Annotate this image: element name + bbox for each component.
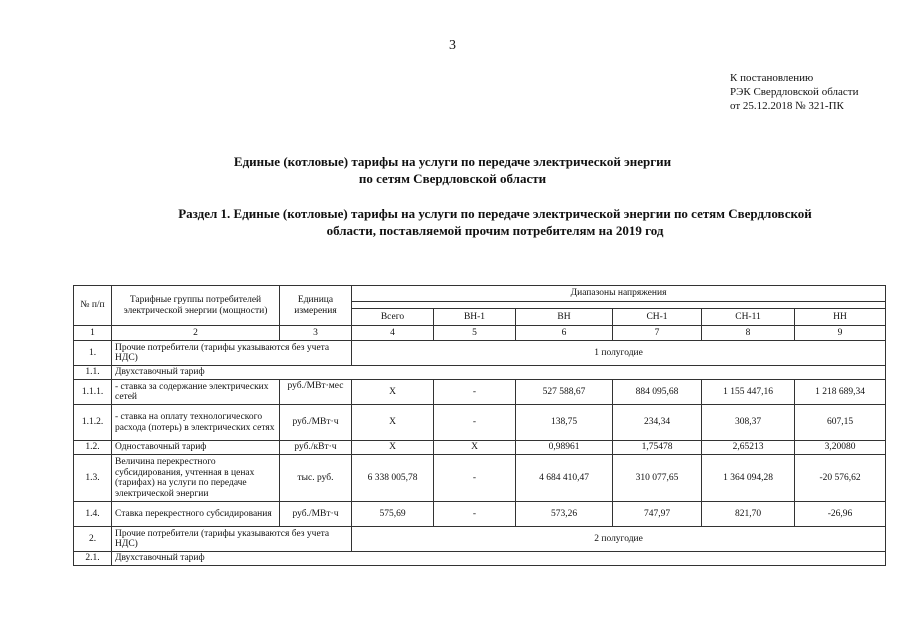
header-row-1 — [74, 286, 886, 302]
value-cell: 308,37 — [702, 405, 795, 441]
row-unit: руб./кВт·ч — [280, 441, 352, 455]
table-row — [74, 341, 886, 366]
index-cell: 2 — [112, 326, 280, 341]
value-cell: 1,75478 — [613, 441, 702, 455]
row-name: Прочие потребители (тарифы указываются без учета НДС) — [112, 527, 352, 552]
table-row — [74, 552, 886, 566]
header-groups: Тарифные группы потребителей электрической энергии (мощности) — [112, 286, 280, 326]
section-title-line-1: Раздел 1. Единые (котловые) тарифы на услуги по передаче электрической энергии по сетям Свердловской — [178, 206, 812, 221]
header-col-nn: НН — [795, 309, 886, 326]
table-row — [74, 527, 886, 552]
index-cell: 1 — [74, 326, 112, 341]
value-cell: Х — [352, 405, 434, 441]
row-num: 1.1.1. — [74, 380, 112, 405]
row-name: Величина перекрестного субсидирования, учтенная в ценах (тарифах) на услуги по передаче электрической энергии — [112, 455, 280, 502]
value-cell: 3,20080 — [795, 441, 886, 455]
value-cell: 2,65213 — [702, 441, 795, 455]
row-num: 1.4. — [74, 502, 112, 527]
row-name: Прочие потребители (тарифы указываются без учета НДС) — [112, 341, 352, 366]
period-label: 2 полугодие — [352, 527, 886, 552]
period-label: 1 полугодие — [352, 341, 886, 366]
value-cell: 138,75 — [516, 405, 613, 441]
value-cell: 4 684 410,47 — [516, 455, 613, 502]
value-cell: 573,26 — [516, 502, 613, 527]
row-unit: руб./МВт·ч — [280, 502, 352, 527]
value-cell: - — [434, 405, 516, 441]
row-name: Двухставочный тариф — [112, 366, 886, 380]
table-row — [74, 405, 886, 441]
value-cell: 310 077,65 — [613, 455, 702, 502]
value-cell: -26,96 — [795, 502, 886, 527]
index-cell: 8 — [702, 326, 795, 341]
document-title-line-2: по сетям Свердловской области — [358, 171, 547, 186]
value-cell: 6 338 005,78 — [352, 455, 434, 502]
index-row — [74, 326, 886, 341]
section-title — [110, 205, 880, 239]
header-ranges: Диапазоны напряжения — [352, 286, 886, 302]
value-cell: -20 576,62 — [795, 455, 886, 502]
header-col-vn: ВН — [516, 309, 613, 326]
value-cell: - — [434, 455, 516, 502]
row-num: 1.3. — [74, 455, 112, 502]
row-name: Одноставочный тариф — [112, 441, 280, 455]
row-unit: руб./МВт·мес — [280, 380, 352, 405]
tariff-table — [73, 285, 886, 566]
value-cell: - — [434, 502, 516, 527]
value-cell: 1 218 689,34 — [795, 380, 886, 405]
row-num: 1.1.2. — [74, 405, 112, 441]
table-row — [74, 366, 886, 380]
index-cell: 3 — [280, 326, 352, 341]
header-unit: Единица измерения — [280, 286, 352, 326]
value-cell: 607,15 — [795, 405, 886, 441]
row-num: 1. — [74, 341, 112, 366]
value-cell: Х — [352, 380, 434, 405]
value-cell: 527 588,67 — [516, 380, 613, 405]
header-num: № п/п — [74, 286, 112, 326]
approval-line-1: К постановлению — [730, 72, 814, 84]
header-col-sn11: СН-11 — [702, 309, 795, 326]
row-num: 1.2. — [74, 441, 112, 455]
row-num: 2.1. — [74, 552, 112, 566]
approval-line-3: от 25.12.2018 № 321-ПК — [730, 100, 844, 112]
value-cell: 234,34 — [613, 405, 702, 441]
row-num: 1.1. — [74, 366, 112, 380]
header-col-vn1: ВН-1 — [434, 309, 516, 326]
header-spacer — [352, 302, 886, 309]
row-unit: тыс. руб. — [280, 455, 352, 502]
row-name: Ставка перекрестного субсидирования — [112, 502, 280, 527]
row-name: - ставка на оплату технологического расхода (потерь) в электрических сетях — [112, 405, 280, 441]
section-title-line-2: области, поставляемой прочим потребителям на 2019 год — [326, 223, 664, 238]
value-cell: - — [434, 380, 516, 405]
value-cell: 747,97 — [613, 502, 702, 527]
value-cell: 884 095,68 — [613, 380, 702, 405]
table-row — [74, 502, 886, 527]
value-cell: 0,98961 — [516, 441, 613, 455]
index-cell: 7 — [613, 326, 702, 341]
table-row — [74, 455, 886, 502]
table-row — [74, 441, 886, 455]
document-title-line-1: Единые (котловые) тарифы на услуги по передаче электрической энергии — [233, 154, 672, 169]
row-unit: руб./МВт·ч — [280, 405, 352, 441]
approval-line-2: РЭК Свердловской области — [730, 86, 859, 98]
index-cell: 6 — [516, 326, 613, 341]
row-num: 2. — [74, 527, 112, 552]
row-name: - ставка за содержание электрических сетей — [112, 380, 280, 405]
value-cell: 821,70 — [702, 502, 795, 527]
value-cell: 575,69 — [352, 502, 434, 527]
header-col-total: Всего — [352, 309, 434, 326]
value-cell: Х — [434, 441, 516, 455]
row-name: Двухставочный тариф — [112, 552, 886, 566]
value-cell: 1 364 094,28 — [702, 455, 795, 502]
document-title — [0, 153, 905, 187]
value-cell: 1 155 447,16 — [702, 380, 795, 405]
index-cell: 4 — [352, 326, 434, 341]
index-cell: 9 — [795, 326, 886, 341]
index-cell: 5 — [434, 326, 516, 341]
table-row — [74, 380, 886, 405]
page-number: 3 — [449, 38, 456, 53]
header-col-sn1: СН-1 — [613, 309, 702, 326]
approval-block — [730, 71, 858, 113]
value-cell: Х — [352, 441, 434, 455]
